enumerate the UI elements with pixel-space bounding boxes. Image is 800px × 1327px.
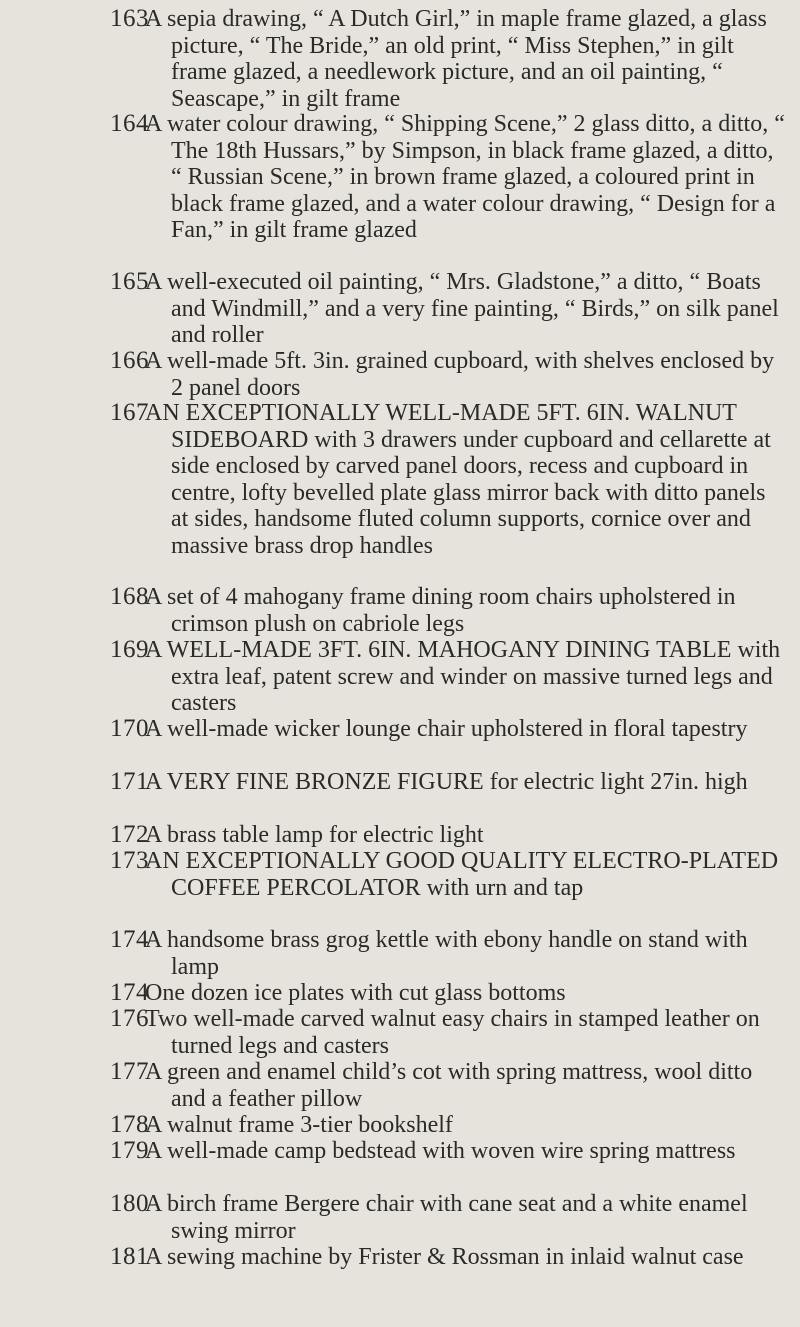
lot-number: 172 (110, 821, 149, 848)
lot-number: 174 (110, 926, 149, 953)
lot-number: 165 (110, 268, 149, 295)
lot-number: 176 (110, 1005, 149, 1032)
lot-description: Two well-made carved walnut easy chairs in stamped leather on turned legs and casters (145, 1006, 760, 1059)
lot-number: 180 (110, 1190, 149, 1217)
lot-number: 179 (110, 1137, 149, 1164)
lot-description: One dozen ice plates with cut glass bottoms (145, 980, 566, 1006)
lot-number: 177 (110, 1058, 149, 1085)
lot-description: A well-made wicker lounge chair upholstered in floral tapestry (145, 716, 748, 742)
lot-description: A well-executed oil painting, “ Mrs. Gladstone,” a ditto, “ Boats and Windmill,” and a very fine painting, “ Birds,” on silk panel and roller (145, 269, 779, 348)
lot-number: 169 (110, 636, 149, 663)
lot-description: A water colour drawing, “ Shipping Scene,” 2 glass ditto, a ditto, “ The 18th Hussars,” by Simpson, in black frame glazed, a ditto, “ Russian Scene,” in brown frame glazed, a coloured print in black frame glazed, and a water colour drawing, “ Design for a Fan,” in gilt frame glazed (145, 111, 785, 243)
lot-description: A birch frame Bergere chair with cane seat and a white enamel swing mirror (145, 1191, 748, 1244)
lot-description: A well-made 5ft. 3in. grained cupboard, with shelves enclosed by 2 panel doors (145, 348, 775, 401)
lot-number: 166 (110, 347, 149, 374)
lot-number: 173 (110, 847, 149, 874)
lot-number: 181 (110, 1243, 149, 1270)
lot-number: 170 (110, 715, 149, 742)
lot-description: A WELL-MADE 3FT. 6IN. MAHOGANY DINING TABLE with extra leaf, patent screw and winder on massive turned legs and casters (145, 637, 781, 716)
lot-number: 167 (110, 399, 149, 426)
lot-description: A sewing machine by Frister & Rossman in inlaid walnut case (145, 1244, 744, 1270)
lot-description: A green and enamel child’s cot with spring mattress, wool ditto and a feather pillow (145, 1059, 753, 1112)
lot-description: AN EXCEPTIONALLY GOOD QUALITY ELECTRO-PLATED COFFEE PERCOLATOR with urn and tap (145, 848, 779, 901)
lot-description: A brass table lamp for electric light (145, 822, 484, 848)
lot-number: 171 (110, 768, 149, 795)
lot-number: 164 (110, 110, 149, 137)
lot-number: 168 (110, 583, 149, 610)
lot-number: 163 (110, 5, 149, 32)
lot-number: 178 (110, 1111, 149, 1138)
lot-description: A well-made camp bedstead with woven wire spring mattress (145, 1138, 736, 1164)
lot-description: A handsome brass grog kettle with ebony handle on stand with lamp (145, 927, 748, 980)
lot-description: AN EXCEPTIONALLY WELL-MADE 5FT. 6IN. WALNUT SIDEBOARD with 3 drawers under cupboard and cellarette at side enclosed by carved panel doors, recess and cupboard in centre, lofty bevelled plate glass mirror back with ditto panels at sides, handsome fluted column supports, cornice over and massive brass drop handles (145, 400, 771, 559)
lot-number: 174 (110, 979, 149, 1006)
lot-description: A VERY FINE BRONZE FIGURE for electric light 27in. high (145, 769, 748, 795)
lot-description: A set of 4 mahogany frame dining room chairs upholstered in crimson plush on cabriole legs (145, 584, 736, 637)
lot-description: A walnut frame 3-tier bookshelf (145, 1112, 453, 1138)
lot-description: A sepia drawing, “ A Dutch Girl,” in maple frame glazed, a glass picture, “ The Bride,” an old print, “ Miss Stephen,” in gilt frame glazed, a needlework picture, and an oil painting, “ Seascape,” in gilt frame (145, 6, 767, 112)
